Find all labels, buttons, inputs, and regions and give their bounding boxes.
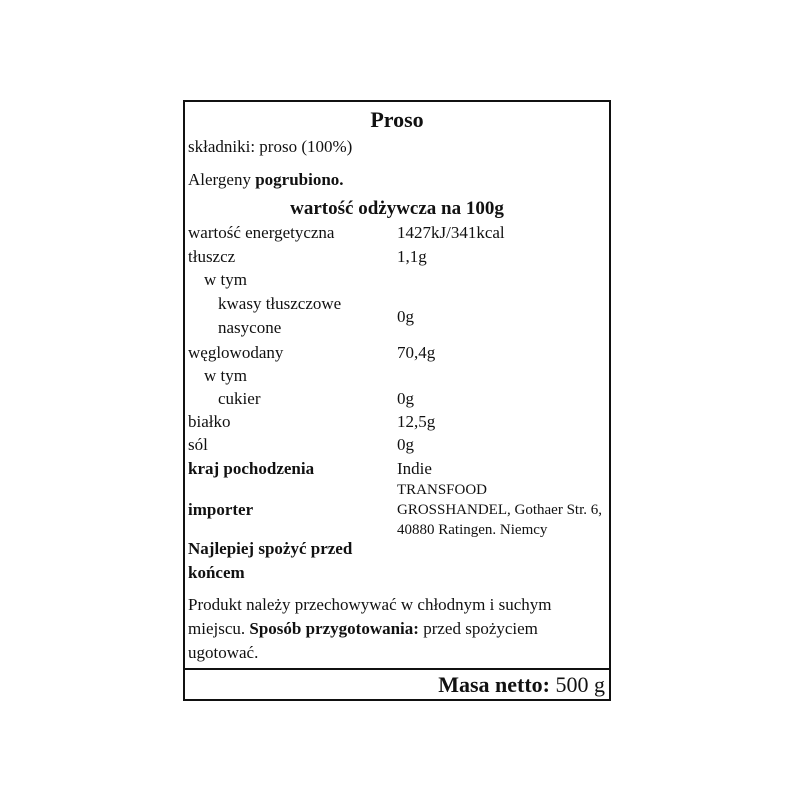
divider [185,668,609,670]
importer-address [397,480,602,540]
origin-label: kraj pochodzenia [188,459,315,478]
product-label [183,100,611,701]
importer-line: GROSSHANDEL, Gothaer Str. 6, [397,502,602,518]
storage-instructions [188,593,603,665]
allergens-bold: pogrubiono. [255,170,344,189]
importer-line: 40880 Ratingen. Niemcy [397,522,548,538]
allergens-note [188,170,344,190]
preparation-label: Sposób przygotowania: [249,619,419,638]
importer-line: TRANSFOOD [397,482,488,498]
origin-value: Indie [397,459,432,478]
nutrient-value: 0g [397,389,414,408]
nutrient-name: cukier [218,389,261,408]
net-mass [438,672,605,698]
product-title: Proso [370,107,424,132]
nutrient-name: nasycone [218,318,282,337]
net-mass-value: 500 g [550,672,605,697]
best-before-text: Najlepiej spożyć przed [188,539,353,558]
allergens-prefix: Alergeny [188,170,256,189]
nutrient-value: 0g [397,435,414,454]
nutrient-name: w tym [204,366,247,385]
nutrient-name: w tym [204,270,247,289]
ingredients: składniki: proso (100%) [188,137,353,156]
nutrition-heading: wartość odżywcza na 100g [290,198,504,219]
preparation-text: przed spożyciem ugotować. [188,619,538,662]
storage-text: Produkt należy przechowywać w chłodnym i suchym miejscu. [188,595,552,638]
importer-label: importer [188,500,254,519]
nutrient-name: sól [188,435,208,454]
nutrient-name: tłuszcz [188,247,236,266]
nutrient-value: 1,1g [397,247,427,266]
net-mass-label: Masa netto: [438,672,550,697]
nutrient-name: wartość energetyczna [188,223,335,242]
nutrient-value: 1427kJ/341kcal [397,223,505,242]
nutrient-name: białko [188,412,231,431]
nutrient-value: 0g [397,307,414,326]
best-before-text: końcem [188,563,245,582]
nutrient-value: 12,5g [397,412,436,431]
nutrient-value: 70,4g [397,343,436,362]
nutrient-name: kwasy tłuszczowe [218,294,342,313]
nutrient-name: węglowodany [188,343,284,362]
